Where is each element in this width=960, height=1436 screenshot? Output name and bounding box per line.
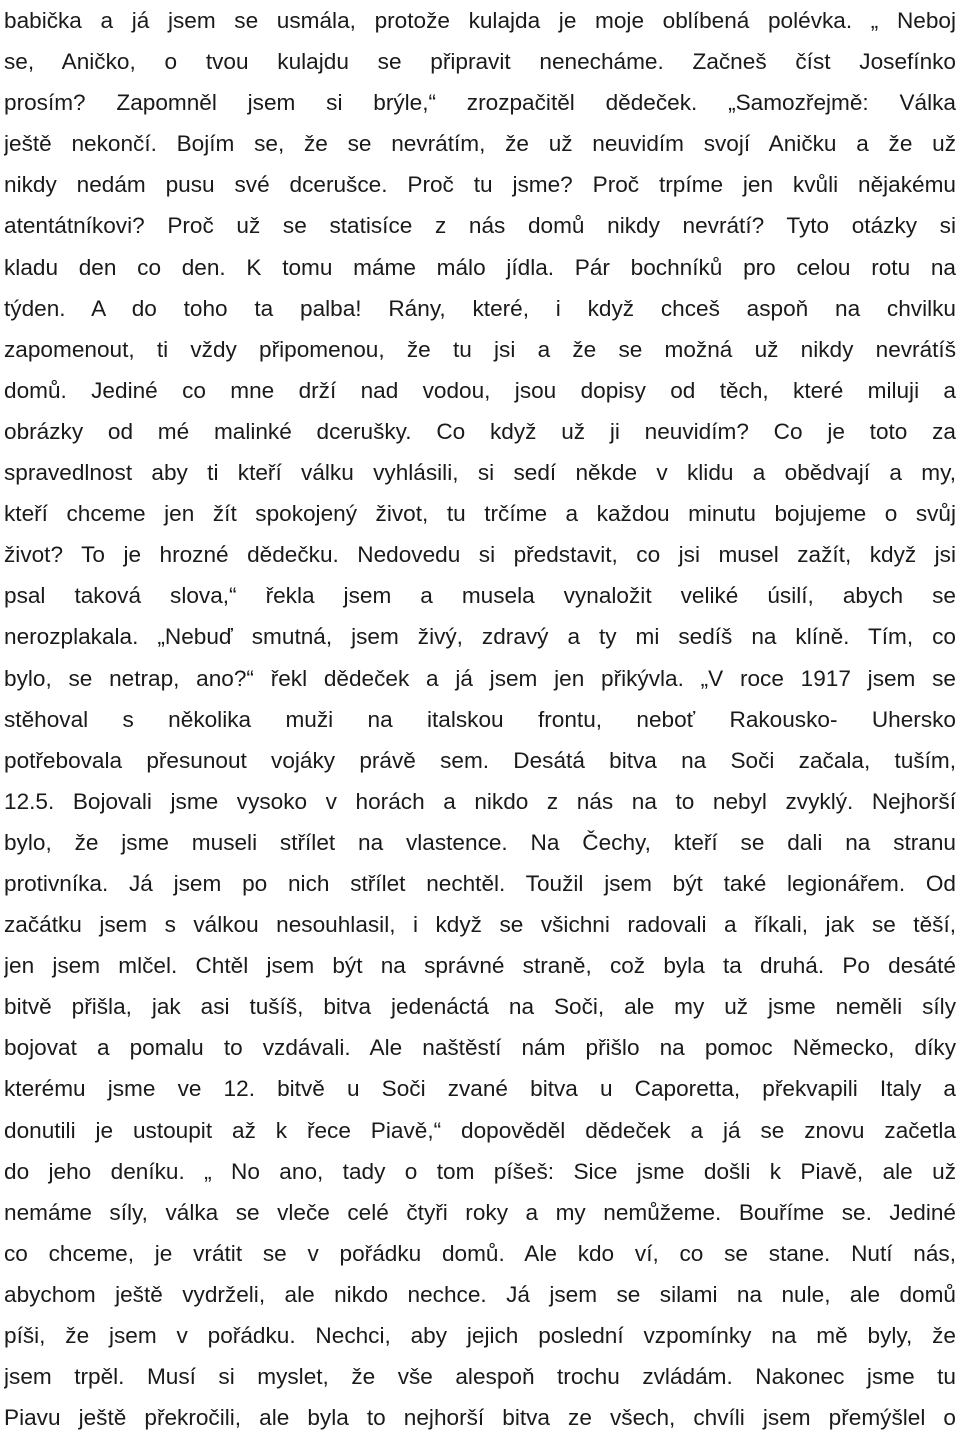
- text-line: kteří chceme jen žít spokojený život, tu trčíme a každou minutu bojujeme o svůj: [4, 501, 956, 527]
- text-line: do jeho deníku. „ No ano, tady o tom píšeš: Sice jsme došli k Piavě, ale už: [4, 1158, 956, 1184]
- text-line: babička a já jsem se usmála, protože kulajda je moje oblíbená polévka. „ Neboj: [4, 8, 956, 33]
- text-line: nemáme síly, válka se vleče celé čtyři roky a my nemůžeme. Bouříme se. Jediné: [4, 1199, 956, 1225]
- text-line: nikdy nedám pusu své dcerušce. Proč tu jsme? Proč trpíme jen kvůli nějakému: [4, 172, 956, 198]
- document-body-text: [4, 0, 956, 1436]
- text-line: bylo, se netrap, ano?“ řekl dědeček a já jsem jen přikývla. „V roce 1917 jsem se: [4, 665, 956, 691]
- text-line: jen jsem mlčel. Chtěl jsem být na správné straně, což byla ta druhá. Po desáté: [4, 953, 956, 979]
- text-line: domů. Jediné co mne drží nad vodou, jsou dopisy od těch, které miluji a: [4, 377, 956, 403]
- text-line: se, Aničko, o tvou kulajdu se připravit nenecháme. Začneš číst Josefínko: [4, 49, 956, 75]
- text-line: bitvě přišla, jak asi tušíš, bitva jedenáctá na Soči, ale my už jsme neměli síly: [4, 994, 956, 1020]
- text-line: abychom ještě vydrželi, ale nikdo nechce. Já jsem se silami na nule, ale domů: [4, 1281, 956, 1307]
- text-line: bojovat a pomalu to vzdávali. Ale naštěstí nám přišlo na pomoc Německo, díky: [4, 1035, 956, 1061]
- text-line: prosím? Zapomněl jsem si brýle,“ zrozpačitěl dědeček. „Samozřejmě: Válka: [4, 90, 956, 116]
- text-line: 12.5. Bojovali jsme vysoko v horách a nikdo z nás na to nebyl zvyklý. Nejhorší: [4, 788, 956, 814]
- text-line: co chceme, je vrátit se v pořádku domů. Ale kdo ví, co se stane. Nutí nás,: [4, 1240, 956, 1266]
- text-line: donutili je ustoupit až k řece Piavě,“ dopověděl dědeček a já se znovu začetla: [4, 1117, 956, 1143]
- text-line: Piavu ještě překročili, ale byla to nejhorší bitva ze všech, chvíli jsem přemýšlel o: [4, 1405, 956, 1431]
- text-line: spravedlnost aby ti kteří válku vyhlásili, si sedí někde v klidu a obědvají a my,: [4, 460, 956, 486]
- text-line: stěhoval s několika muži na italskou frontu, neboť Rakousko- Uhersko: [4, 706, 956, 732]
- text-line: píši, že jsem v pořádku. Nechci, aby jejich poslední vzpomínky na mě byly, že: [4, 1323, 956, 1348]
- text-line: kterému jsme ve 12. bitvě u Soči zvané bitva u Caporetta, překvapili Italy a: [4, 1076, 956, 1102]
- text-line: jsem trpěl. Musí si myslet, že vše alespoň trochu zvládám. Nakonec jsme tu: [4, 1364, 956, 1390]
- text-line: začátku jsem s válkou nesouhlasil, i když se všichni radovali a říkali, jak se těší,: [4, 912, 956, 938]
- text-line: kladu den co den. K tomu máme málo jídla. Pár bochníků pro celou rotu na: [4, 254, 956, 280]
- text-line: bylo, že jsme museli střílet na vlastence. Na Čechy, kteří se dali na stranu: [4, 829, 956, 855]
- text-line: týden. A do toho ta palba! Rány, které, i když chceš aspoň na chvilku: [4, 295, 956, 321]
- text-line: potřebovala přesunout vojáky právě sem. Desátá bitva na Soči začala, tuším,: [4, 747, 956, 773]
- text-line: psal taková slova,“ řekla jsem a musela vynaložit veliké úsilí, abych se: [4, 583, 956, 609]
- text-line: život? To je hrozné dědečku. Nedovedu si představit, co jsi musel zažít, když jsi: [4, 542, 956, 568]
- text-line: ještě nekončí. Bojím se, že se nevrátím, že už neuvidím svojí Aničku a že už: [4, 131, 956, 157]
- text-line: zapomenout, ti vždy připomenou, že tu jsi a že se možná už nikdy nevrátíš: [4, 336, 956, 362]
- text-line: nerozplakala. „Nebuď smutná, jsem živý, zdravý a ty mi sedíš na klíně. Tím, co: [4, 624, 956, 650]
- text-line: atentátníkovi? Proč už se statisíce z nás domů nikdy nevrátí? Tyto otázky si: [4, 213, 956, 239]
- text-line: protivníka. Já jsem po nich střílet nechtěl. Toužil jsem být také legionářem. Od: [4, 870, 956, 896]
- text-line: obrázky od mé malinké dcerušky. Co když už ji neuvidím? Co je toto za: [4, 418, 956, 444]
